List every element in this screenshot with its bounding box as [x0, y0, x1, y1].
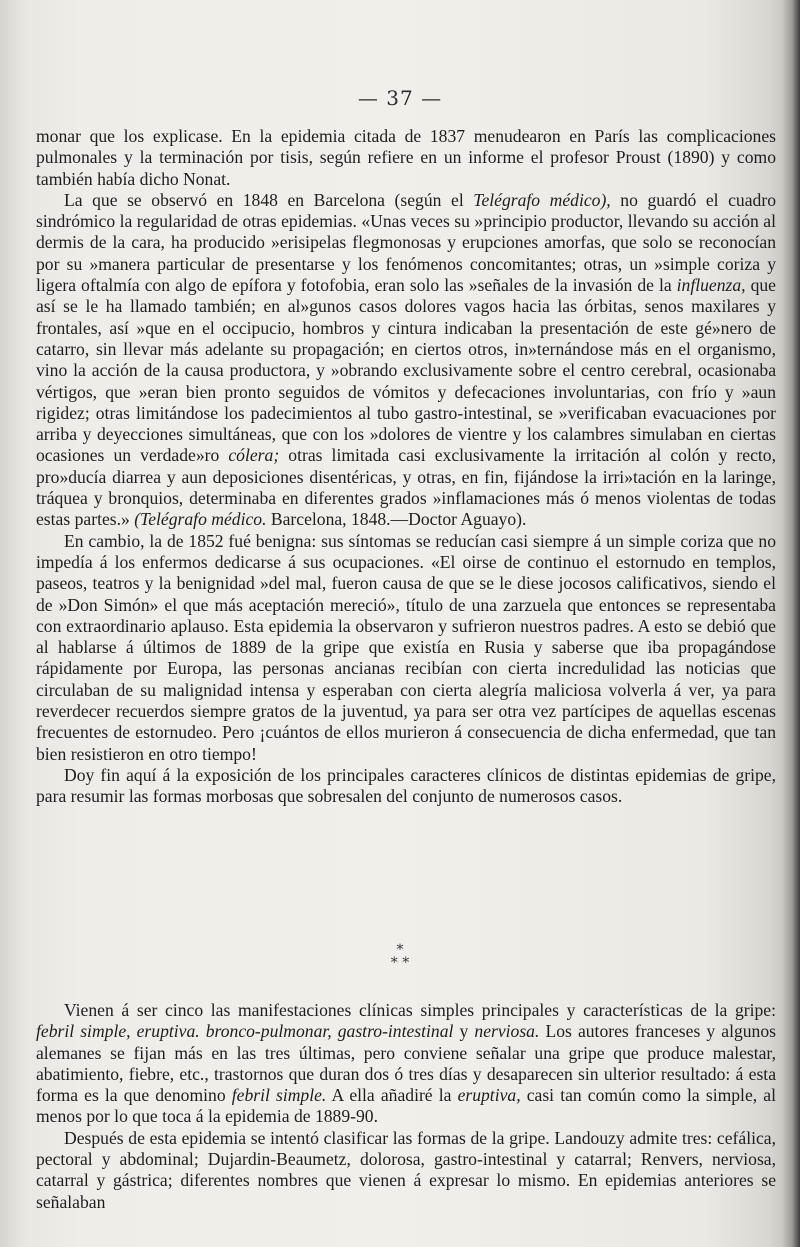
paragraph-barcelona-1848 [36, 190, 776, 531]
italic-run: influenza, [676, 275, 746, 296]
text-run: A ella añadiré la [326, 1085, 458, 1106]
paragraph-continuation: monar que los explicase. En la epidemia citada de 1837 menudearon en París las complicaciones pulmonales y la terminación por tisis, según refiere en un informe el profesor Proust (1890) y como también había dicho Nonat. [36, 126, 776, 189]
page-binding-shadow [782, 0, 800, 1247]
italic-run: cólera; [228, 445, 280, 466]
asterism-top: * [396, 942, 404, 958]
paragraph-clinical-forms [36, 1000, 776, 1128]
italic-run: (Telégrafo médico. [134, 509, 267, 530]
italic-run: Telégrafo médico), [473, 189, 611, 210]
text-run: otras limitada casi exclusivamente la irritación al colón y recto, pro»ducía diarrea y aun deposiciones disentéricas, y otras, en fin, fijándose la irri»tación en la laringe, tráquea y bronquios, determinaba en diferentes grados »inflamaciones más ó menos violentas de todas estas partes.» [36, 445, 776, 530]
asterism-bottom: * * [390, 955, 410, 971]
italic-run: febril simple, eruptiva. bronco-pulmonar, gastro-intestinal [36, 1021, 454, 1042]
text-run: que así se le ha llamado también; en al»gunos casos dolores vagos hacia las órbitas, senos maxilares y frontales, así »que en el occipucio, hombros y cintura indicaban la presentación de este gé»nero de catarro, sin llevar más adelante su propagación; en ciertos otros, in»ternándose más en el organismo, vino la acción de la causa productora, y »obrando exclusivamente sobre el centro cerebral, ocasionaba vértigos, que »eran bien pronto seguidos de vómitos y defecaciones involuntarias, con frío y »aun rigidez; otras limitándose los padecimientos al tubo gastro-intestinal, se »verificaban evacuaciones por arriba y deyecciones simultáneas, que con los »dolores de vientre y los calambres simulaban en ciertas ocasiones un verdade»ro [36, 275, 776, 466]
italic-run: febril simple. [231, 1085, 327, 1106]
text-run: casi tan común como la simple, al menos por lo que toca á la epidemia de 1889-90. [36, 1085, 776, 1127]
text-run: Vienen á ser cinco las manifestaciones clínicas simples principales y características de la gripe: [64, 1000, 776, 1020]
paragraph-conclusion: Doy fin aquí á la exposición de los principales caracteres clínicos de distintas epidemias de gripe, para resumir las formas morbosas que sobresalen del conjunto de numerosos casos. [36, 764, 776, 807]
paragraph-classifications: Después de esta epidemia se intentó clasificar las formas de la gripe. Landouzy admite tres: cefálica, pectoral y abdominal; Dujardin-Beaumetz, dolorosa, gastro-intestinal y catarral; Renvers, nerviosa, catarral y gástrica; diferentes nombres que vienen á expresar lo mismo. En epidemias anteriores se señalaban [36, 1127, 776, 1212]
body-text-lower [36, 1000, 776, 1213]
italic-run: nerviosa. [474, 1021, 540, 1042]
text-run: no guardó el cuadro sindrómico la regularidad de otras epidemias. «Unas veces su »principio productor, llevando su acción al dermis de la cara, ha producido »erisipelas flegmonosas y erupciones amorfas, que solo se reconocían por su »manera particular de presentarse y los fenómenos concomitantes; otras, un »simple coriza y ligera oftalmía con algo de epífora y fotofobia, eran solo las »señales de la invasión de la [36, 189, 776, 296]
text-run: Los autores franceses y algunos alemanes se fijan más en las tres últimas, pero conviene señalar una gripe que produce malestar, abatimiento, fiebre, etc., trastornos que duran dos ó tres días y desaparecen sin ulterior resultado: á esta forma es la que denomino [36, 1021, 776, 1106]
page-number: — 37 — [357, 86, 443, 110]
text-run: La que se observó en 1848 en Barcelona (según el [64, 189, 474, 210]
italic-run: eruptiva, [457, 1085, 521, 1106]
paragraph-1852-epidemic: En cambio, la de 1852 fué benigna: sus síntomas se reducían casi siempre á un simple coriza que no impedía á los enfermos dedicarse á sus ocupaciones. «El oirse de continuo el estornudo en templos, paseos, teatros y la benignidad »del mal, fueron causa de que se le diese jocosos calificativos, siendo el de »Don Simón» el que más aceptación mereció», título de una zarzuela que entonces se representaba con extraordinario aplauso. Esta epidemia la observaron y sufrieron nuestros padres. A esto se debió que al hablarse á últimos de 1889 de la gripe que existía en Rusia y saberse que iba propagándose rápidamente por Europa, las personas ancianas recibían con cierta incredulidad las noticias que circulaban de su malignidad intensa y esperaban con cierta alegría maliciosa volverla á ver, ya para reverdecer recuerdos siempre gratos de la juventud, ya para ser otra vez partícipes de aquellas escenas frecuentes de estornudeo. Pero ¡cuántos de ellos murieron á consecuencia de dicha enfermedad, que tan bien resistieron en otro tiempo! [36, 530, 776, 764]
body-text-upper [36, 126, 776, 808]
section-separator-asterism [0, 944, 800, 970]
text-run: Barcelona, 1848.—Doctor Aguayo). [266, 509, 527, 530]
text-run: y [453, 1021, 475, 1042]
